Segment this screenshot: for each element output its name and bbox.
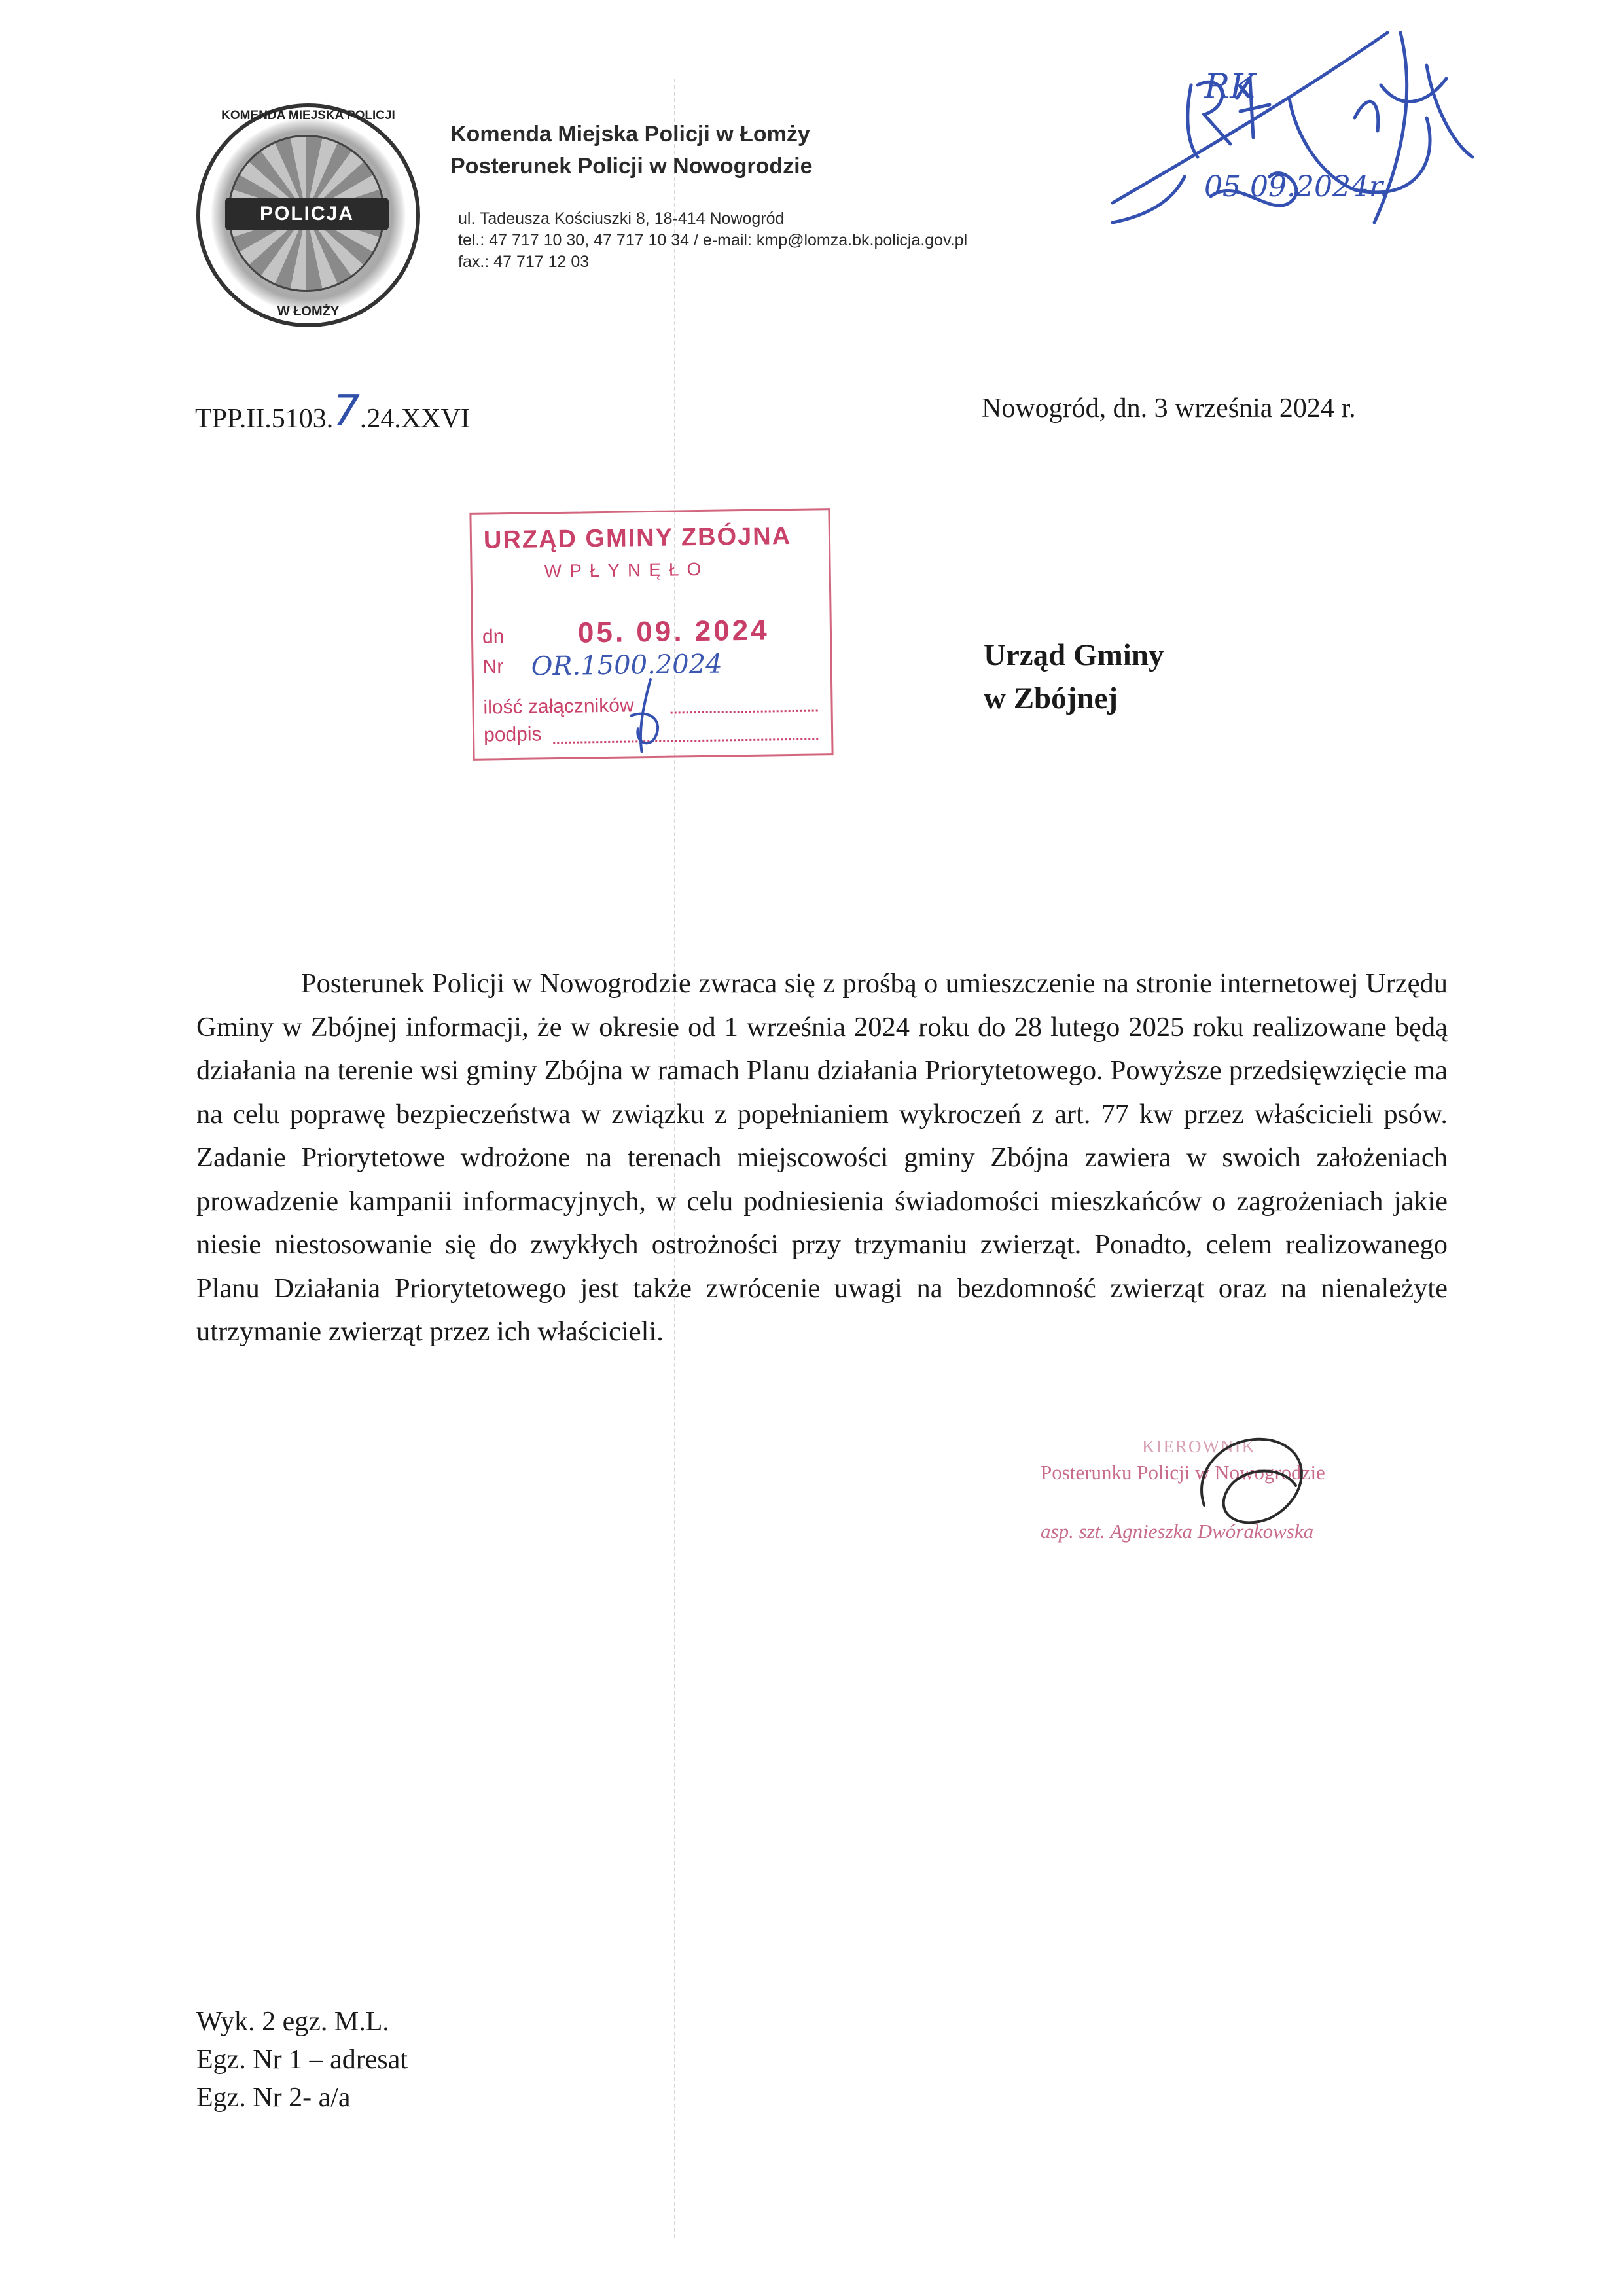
- emblem-bottom-text: W ŁOMŻY: [277, 304, 340, 319]
- stamp-attachments-label: ilość załączników: [483, 694, 634, 719]
- stamp-date: 05. 09. 2024: [577, 614, 770, 649]
- signature-name: asp. szt. Agnieszka Dwórakowska: [1041, 1520, 1314, 1543]
- stamp-dotted-line: [671, 709, 818, 713]
- stamp-dotted-line: [553, 738, 818, 744]
- signature-title: KIEROWNIK: [1142, 1437, 1256, 1456]
- reference-suffix: .24.XXVI: [359, 404, 470, 434]
- fax-number: fax.: 47 717 12 03: [458, 253, 590, 271]
- svg-text:RK: RK: [1204, 67, 1255, 107]
- letter-body: Posterunek Policji w Nowogrodzie zwraca się z prośbą o umieszczenie na stronie internetowej Urzędu Gminy w Zbójnej informacji, że w okresie od 1 września 2024 roku do 28 lutego 2025 roku realizowane będą działania na terenie wsi gminy Zbójna w ramach Planu działania Priorytetowego. Powyższe przedsięwzięcie ma na celu poprawę bezpieczeństwa w związku z popełnianiem wykroczeń z art. 77 kw przez właścicieli psów. Zadanie Priorytetowe wdrożone na terenach miejscowości gminy Zbójna zawiera w swoich założeniach prowadzenie kampanii informacyjnych, w celu podniesienia świadomości mieszkańców o zagrożeniach jakie niesie niestosowanie się do zwykłych ostrożności przy trzymaniu zwierząt. Ponadto, celem realizowanego Planu Działania Priorytetowego jest także zwrócenie uwagi na bezdomność zwierząt oraz na nienależyte utrzymanie zwierząt przez ich właścicieli.: [196, 968, 1448, 1347]
- emblem-top-text: KOMENDA MIEJSKA POLICJI: [221, 109, 395, 122]
- addressee-block: [984, 634, 1164, 720]
- reference-prefix: TPP.II.5103.: [195, 404, 334, 434]
- stamp-subtitle: WPŁYNĘŁO: [544, 558, 709, 582]
- organization-name: Komenda Miejska Policji w Łomży: [450, 122, 810, 147]
- distribution-line: Egz. Nr 1 – adresat: [196, 2045, 408, 2075]
- street-address: ul. Tadeusza Kościuszki 8, 18-414 Nowogród: [458, 209, 785, 228]
- stamp-dn-label: dn: [482, 626, 505, 648]
- receipt-stamp: [469, 508, 833, 761]
- reference-number: [195, 389, 470, 438]
- svg-text:05.09.2024r.: 05.09.2024r.: [1204, 170, 1389, 204]
- stamp-signature-label: podpis: [483, 723, 542, 746]
- addressee-line1: Urząd Gminy: [984, 638, 1164, 672]
- handwritten-annotation-icon: [1073, 7, 1479, 281]
- addressee-line2: w Zbójnej: [984, 681, 1118, 715]
- date-line: Nowogród, dn. 3 września 2024 r.: [982, 393, 1356, 423]
- distribution-list: [196, 2003, 408, 2117]
- phone-email: tel.: 47 717 10 30, 47 717 10 34 / e-mail: kmp@lomza.bk.policja.gov.pl: [458, 231, 968, 249]
- distribution-line: Wyk. 2 egz. M.L.: [196, 2007, 389, 2037]
- stamp-initial-icon: [624, 675, 678, 755]
- signature-unit: Posterunku Policji w Nowogrodzie: [1041, 1461, 1325, 1484]
- reference-handwritten-number: 7: [333, 387, 360, 435]
- stamp-nr-handwritten: OR.1500.2024: [531, 649, 722, 682]
- stamp-title: URZĄD GMINY ZBÓJNA: [483, 522, 792, 554]
- emblem-band-text: POLICJA: [225, 198, 389, 230]
- stamp-nr-label: Nr: [482, 656, 504, 678]
- handwritten-signature-icon: [1185, 1427, 1329, 1538]
- distribution-line: Egz. Nr 2- a/a: [196, 2083, 351, 2113]
- contact-block: [458, 208, 967, 273]
- police-emblem: [196, 103, 420, 327]
- unit-name: Posterunek Policji w Nowogrodzie: [450, 154, 813, 179]
